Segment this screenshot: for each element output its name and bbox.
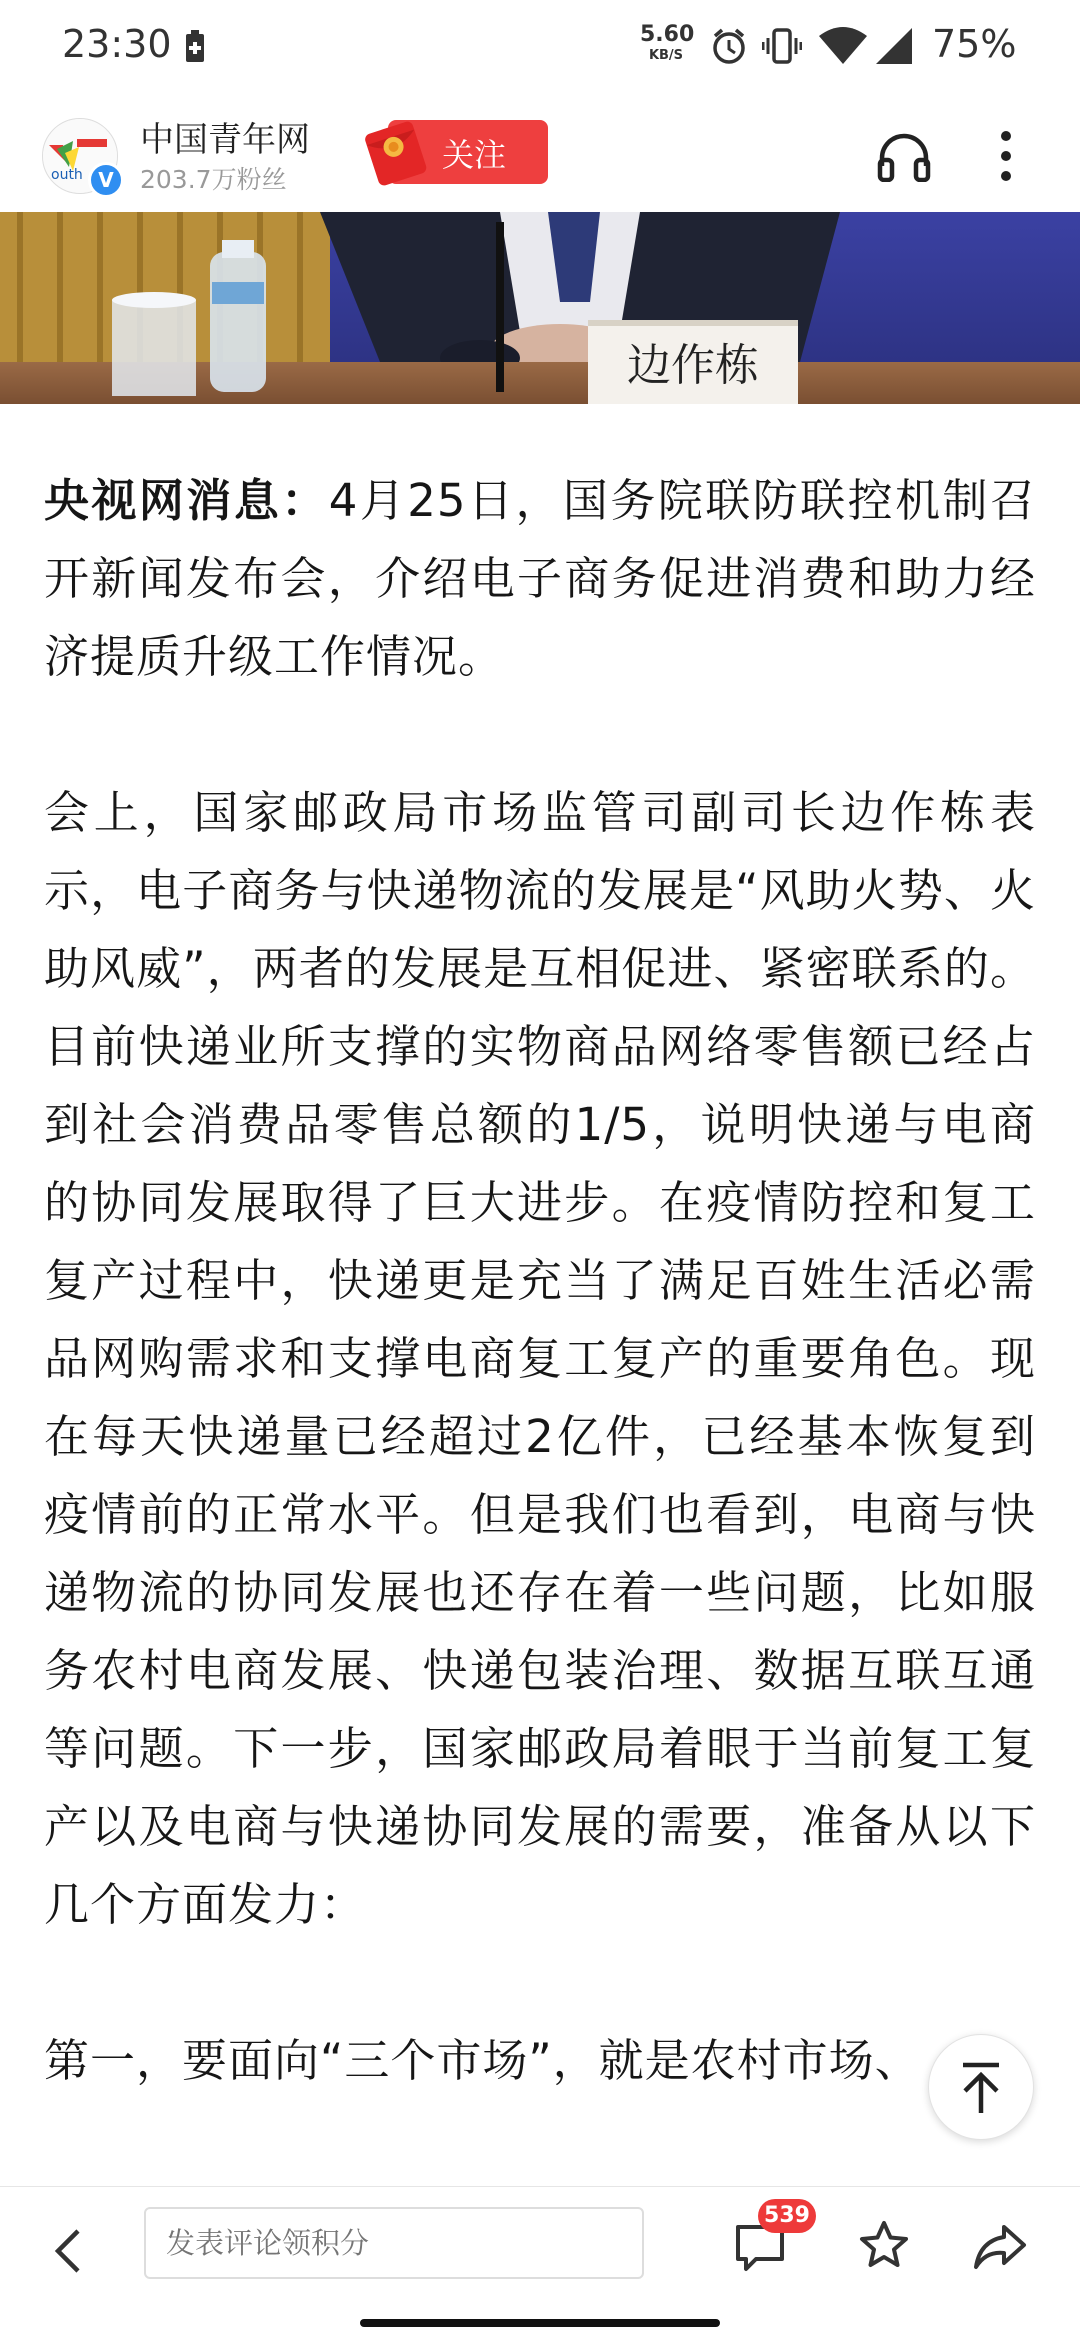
article-lead-label: 央视网消息： [44,474,329,527]
battery-percent: 75% [932,22,1017,66]
status-bar [0,0,1080,100]
follow-button[interactable] [360,120,550,186]
back-to-top-button[interactable] [928,2034,1034,2140]
back-to-top-icon [929,2035,1033,2139]
bottom-action-bar [0,2186,1080,2341]
wifi-icon [818,26,868,66]
red-envelope-icon [360,116,434,186]
follow-label: 关注 [442,136,507,174]
network-speed-value: 5.60 [640,22,695,47]
signal-icon [874,26,914,66]
status-time: 23:30 [62,22,172,66]
nameplate-text: 边作栋 [627,340,759,391]
network-speed-unit: KB/S [648,48,684,63]
comment-count-badge: 539 [758,2199,816,2233]
article-paragraph-text: 4月25日，国务院联防联控机制召开新闻发布会，介绍电子商务促进消费和助力经济提质升级工作情况。 [44,474,1036,683]
more-vertical-icon[interactable] [998,128,1014,184]
comment-input[interactable] [144,2207,644,2279]
verified-badge: V [88,162,124,198]
back-icon[interactable] [48,2227,88,2275]
home-indicator[interactable] [360,2319,720,2327]
article-header [0,100,1080,212]
svg-text:outh: outh [51,167,83,183]
article-paragraph [44,462,1036,696]
vibrate-icon [762,26,802,66]
network-speed [640,22,695,63]
channel-fans: 203.7万粉丝 [140,165,287,194]
headphone-icon[interactable] [876,130,932,182]
article-hero-image[interactable] [0,212,1080,404]
press-conference-photo [0,212,1080,404]
star-icon[interactable] [858,2219,910,2271]
article-body [44,462,1036,2178]
share-icon[interactable] [972,2221,1028,2273]
article-paragraph: 会上，国家邮政局市场监管司副司长边作栋表示，电子商务与快递物流的发展是“风助火势、火助风威”，两者的发展是互相促进、紧密联系的。目前快递业所支撑的实物商品网络零售额已经占到社会消费品零售总额的1/5，说明快递与电商的协同发展取得了巨大进步。在疫情防控和复工复产过程中，快递更是充当了满足百姓生活必需品网购需求和支撑电商复工复产的重要角色。现在每天快递量已经超过2亿件，已经基本恢复到疫情前的正常水平。但是我们也看到，电商与快递物流的协同发展也还存在着一些问题，比如服务农村电商发展、快递包装治理、数据互联互通等问题。下一步，国家邮政局着眼于当前复工复产以及电商与快递协同发展的需要，准备从以下几个方面发力： [44,786,1036,1931]
channel-name[interactable]: 中国青年网 [140,120,310,160]
article-paragraph: 第一，要面向“三个市场”，就是农村市场、 [44,2034,921,2087]
alarm-icon [710,26,748,66]
battery-saver-icon [186,30,204,62]
